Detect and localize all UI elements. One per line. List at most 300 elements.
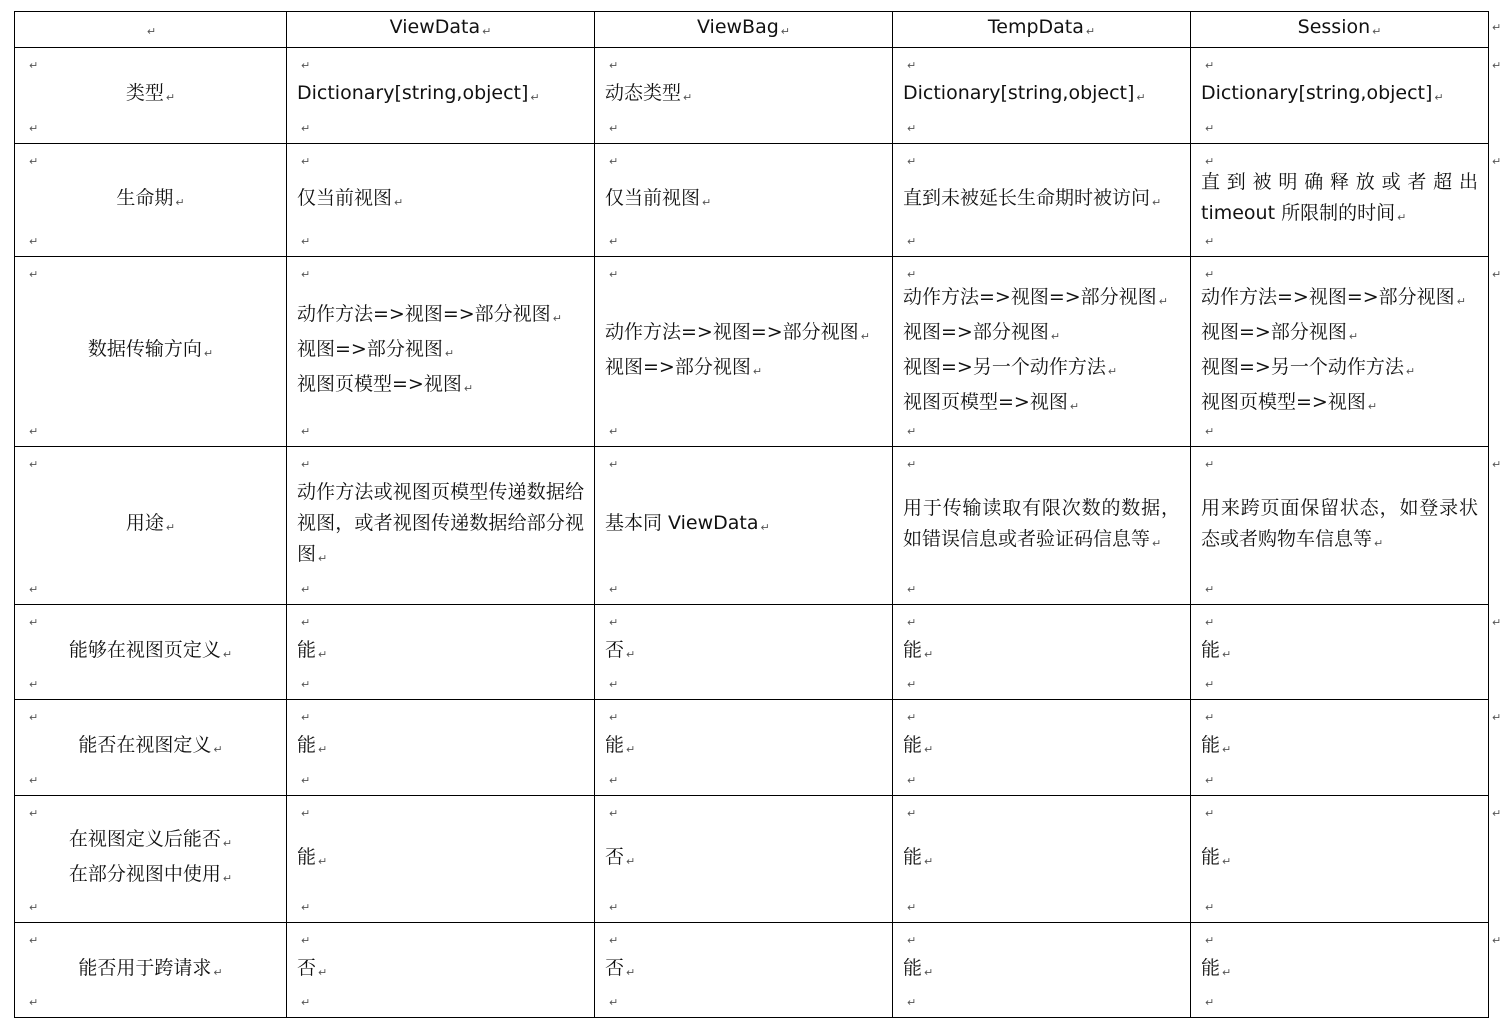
text: 能 (297, 845, 317, 868)
paragraph-mark-icon: ↵ (482, 25, 492, 38)
paragraph-mark-icon: ↵ (29, 901, 39, 914)
paragraph-mark-icon: ↵ (1456, 294, 1466, 308)
row-label-cell (15, 700, 287, 796)
row-label-text (25, 508, 276, 543)
cell-text (903, 352, 1180, 387)
paragraph-mark-icon: ↵ (1222, 743, 1232, 756)
paragraph-mark-icon: ↵ (609, 235, 619, 248)
text: 视图=>部分视图 (297, 338, 443, 360)
cell-text (1201, 282, 1478, 317)
paragraph-mark-icon: ↵ (609, 807, 619, 820)
text: 基本同 ViewData (605, 512, 759, 534)
cell-text (605, 635, 882, 670)
paragraph-mark-icon: ↵ (760, 521, 770, 534)
paragraph-mark-icon: ↵ (907, 774, 917, 787)
paragraph-mark-icon: ↵ (1222, 647, 1232, 661)
paragraph-mark-icon: ↵ (213, 965, 223, 979)
paragraph-mark-icon: ↵ (1205, 901, 1215, 914)
text: 仅当前视图 (605, 186, 701, 209)
table-cell (595, 796, 893, 923)
text: 否 (297, 956, 317, 979)
paragraph-mark-icon: ↵ (444, 347, 455, 360)
text: Dictionary[string,object] (1201, 82, 1433, 104)
cell-text (1201, 635, 1478, 670)
cell-text (297, 369, 584, 404)
row-label-text (25, 635, 276, 670)
row-label-cell (15, 48, 287, 144)
paragraph-mark-icon: ↵ (907, 122, 917, 135)
table-row (15, 257, 1489, 447)
cell-text (297, 635, 584, 670)
header-cell-corner (15, 12, 287, 48)
paragraph-mark-icon: ↵ (1107, 364, 1118, 378)
text: 仅当前视图 (297, 186, 393, 209)
paragraph-mark-icon: ↵ (609, 678, 619, 691)
text: 能 (605, 734, 625, 756)
text: 能 (903, 638, 923, 661)
cell-text (605, 317, 882, 352)
paragraph-mark-icon: ↵ (907, 583, 917, 596)
paragraph-mark-icon: ↵ (924, 965, 934, 979)
cell-text (1201, 730, 1478, 765)
row-label-text (25, 824, 276, 859)
paragraph-mark-icon: ↵ (860, 329, 870, 343)
paragraph-mark-icon: ↵ (907, 711, 917, 724)
text: 视图页模型=>视图 (297, 373, 462, 395)
row-label-cell (15, 923, 287, 1018)
paragraph-mark-icon: ↵ (301, 678, 311, 691)
cell-text (297, 183, 584, 218)
paragraph-mark-icon: ↵ (609, 155, 619, 168)
paragraph-mark-icon: ↵ (463, 382, 474, 395)
text: 视图=>另一个动作方法 (903, 355, 1106, 378)
table-cell (1191, 257, 1489, 447)
paragraph-mark-icon: ↵ (907, 996, 917, 1009)
row-end-mark-icon: ↵ (1492, 154, 1502, 168)
paragraph-mark-icon: ↵ (29, 711, 39, 724)
paragraph-mark-icon: ↵ (907, 458, 917, 471)
paragraph-mark-icon: ↵ (1069, 399, 1080, 413)
cell-text (297, 299, 584, 334)
table-cell (595, 144, 893, 257)
table-cell (595, 48, 893, 144)
cell-text (605, 352, 882, 387)
paragraph-mark-icon: ↵ (29, 678, 39, 691)
text: 直到未被延长生命期时被访问 (903, 186, 1151, 209)
paragraph-mark-icon: ↵ (301, 268, 311, 281)
text: 生命期 (116, 186, 174, 209)
paragraph-mark-icon: ↵ (1205, 268, 1215, 281)
table-cell (595, 605, 893, 700)
row-end-mark-icon: ↵ (1492, 20, 1502, 34)
table-row (15, 796, 1489, 923)
table-row (15, 700, 1489, 796)
cell-text (297, 334, 584, 369)
row-end-mark-icon: ↵ (1492, 457, 1502, 471)
cell-text (1201, 953, 1478, 988)
paragraph-mark-icon: ↵ (1205, 807, 1215, 820)
row-end-mark-icon: ↵ (1492, 933, 1502, 947)
text: 动作方法=>视图=>部分视图 (297, 303, 551, 325)
paragraph-mark-icon: ↵ (301, 425, 311, 438)
text: 能 (1201, 638, 1221, 661)
cell-text (903, 387, 1180, 422)
row-label-cell (15, 257, 287, 447)
row-label-cell (15, 796, 287, 923)
cell-text (903, 635, 1180, 670)
paragraph-mark-icon: ↵ (552, 312, 562, 325)
header-text: Session (1297, 16, 1371, 38)
paragraph-mark-icon: ↵ (301, 807, 311, 820)
text: 能 (903, 956, 923, 979)
paragraph-mark-icon: ↵ (301, 934, 311, 947)
paragraph-mark-icon: ↵ (301, 711, 311, 724)
paragraph-mark-icon: ↵ (29, 235, 39, 248)
paragraph-mark-icon: ↵ (1152, 195, 1162, 209)
text: 在部分视图中使用 (68, 863, 221, 885)
paragraph-mark-icon: ↵ (924, 743, 934, 756)
paragraph-mark-icon: ↵ (29, 458, 39, 471)
header-cell-viewdata (287, 12, 595, 48)
table-cell (595, 447, 893, 605)
paragraph-mark-icon: ↵ (609, 616, 619, 629)
cell-text (903, 317, 1180, 352)
table-cell (893, 700, 1191, 796)
cell-text (605, 78, 882, 113)
paragraph-mark-icon: ↵ (165, 91, 176, 104)
paragraph-mark-icon: ↵ (1205, 934, 1215, 947)
paragraph-mark-icon: ↵ (1374, 536, 1384, 550)
cell-text (903, 953, 1180, 988)
paragraph-mark-icon: ↵ (301, 155, 311, 168)
text: 否 (605, 845, 625, 868)
row-label-text (25, 730, 276, 765)
paragraph-mark-icon: ↵ (29, 934, 39, 947)
text: 动态类型 (605, 82, 682, 104)
paragraph-mark-icon: ↵ (609, 268, 619, 281)
table-cell (1191, 447, 1489, 605)
cell-text (297, 842, 584, 877)
table-cell (893, 923, 1191, 1018)
table-cell (287, 700, 595, 796)
paragraph-mark-icon: ↵ (907, 268, 917, 281)
paragraph-mark-icon: ↵ (609, 996, 619, 1009)
paragraph-mark-icon: ↵ (924, 647, 934, 661)
text: 动作方法=>视图=>部分视图 (903, 285, 1157, 308)
paragraph-mark-icon: ↵ (1205, 583, 1215, 596)
paragraph-mark-icon: ↵ (530, 91, 540, 104)
text: 在视图定义后能否 (68, 828, 221, 850)
paragraph-mark-icon: ↵ (222, 837, 233, 850)
cell-text (1201, 78, 1478, 113)
paragraph-mark-icon: ↵ (1222, 854, 1232, 868)
row-label-cell (15, 605, 287, 700)
table-cell (287, 923, 595, 1018)
table-cell (893, 605, 1191, 700)
paragraph-mark-icon: ↵ (318, 743, 328, 756)
paragraph-mark-icon: ↵ (1085, 25, 1096, 38)
paragraph-mark-icon: ↵ (1367, 399, 1378, 413)
cell-text (903, 282, 1180, 317)
paragraph-mark-icon: ↵ (609, 934, 619, 947)
paragraph-mark-icon: ↵ (1158, 294, 1168, 308)
paragraph-mark-icon: ↵ (301, 774, 311, 787)
table-cell (1191, 700, 1489, 796)
paragraph-mark-icon: ↵ (1050, 329, 1061, 343)
table-row (15, 447, 1489, 605)
row-end-mark-icon: ↵ (1492, 806, 1502, 820)
text: 动作方法=>视图=>部分视图 (605, 320, 859, 343)
cell-text (1201, 387, 1478, 422)
paragraph-mark-icon: ↵ (29, 616, 39, 629)
paragraph-mark-icon: ↵ (318, 552, 328, 565)
table-row (15, 923, 1489, 1018)
paragraph-mark-icon: ↵ (907, 155, 917, 168)
table-cell (1191, 923, 1489, 1018)
paragraph-mark-icon: ↵ (1205, 235, 1215, 248)
paragraph-mark-icon: ↵ (609, 59, 619, 72)
paragraph-mark-icon: ↵ (1205, 425, 1215, 438)
cell-text (605, 508, 882, 543)
header-cell-tempdata (893, 12, 1191, 48)
paragraph-mark-icon: ↵ (907, 807, 917, 820)
cell-text (297, 477, 584, 574)
table-cell (287, 257, 595, 447)
paragraph-mark-icon: ↵ (609, 122, 619, 135)
paragraph-mark-icon: ↵ (907, 59, 917, 72)
paragraph-mark-icon: ↵ (752, 364, 763, 378)
cell-text (297, 78, 584, 113)
paragraph-mark-icon: ↵ (1205, 616, 1215, 629)
header-cell-session (1191, 12, 1489, 48)
table-cell (1191, 144, 1489, 257)
table-cell (893, 144, 1191, 257)
paragraph-mark-icon: ↵ (1222, 965, 1232, 979)
paragraph-mark-icon: ↵ (609, 901, 619, 914)
table-row (15, 144, 1489, 257)
paragraph-mark-icon: ↵ (301, 59, 311, 72)
paragraph-mark-icon: ↵ (301, 996, 311, 1009)
paragraph-mark-icon: ↵ (780, 25, 791, 38)
row-label-cell (15, 144, 287, 257)
table-cell (1191, 48, 1489, 144)
paragraph-mark-icon: ↵ (29, 268, 39, 281)
paragraph-mark-icon: ↵ (907, 425, 917, 438)
table-cell (595, 700, 893, 796)
paragraph-mark-icon: ↵ (683, 91, 693, 104)
cell-text (1201, 317, 1478, 352)
text: 视图页模型=>视图 (1201, 390, 1366, 413)
row-label-text (25, 859, 276, 894)
paragraph-mark-icon: ↵ (1205, 59, 1215, 72)
paragraph-mark-icon: ↵ (301, 901, 311, 914)
paragraph-mark-icon: ↵ (165, 521, 176, 534)
paragraph-mark-icon: ↵ (394, 195, 404, 209)
paragraph-mark-icon: ↵ (318, 647, 328, 661)
cell-text (903, 78, 1180, 113)
text: 否 (605, 638, 625, 661)
cell-text (297, 953, 584, 988)
paragraph-mark-icon: ↵ (29, 122, 39, 135)
paragraph-mark-icon: ↵ (1372, 25, 1382, 38)
header-text: TempData (987, 16, 1084, 38)
paragraph-mark-icon: ↵ (1205, 996, 1215, 1009)
paragraph-mark-icon: ↵ (907, 934, 917, 947)
text: 视图=>部分视图 (903, 320, 1049, 343)
text: 能否在视图定义 (78, 734, 212, 756)
header-cell-viewbag (595, 12, 893, 48)
comparison-table (14, 11, 1489, 1018)
paragraph-mark-icon: ↵ (609, 583, 619, 596)
paragraph-mark-icon: ↵ (213, 743, 223, 756)
text: 能否用于跨请求 (78, 956, 212, 979)
table-cell (287, 48, 595, 144)
header-text: ViewData (389, 16, 481, 38)
paragraph-mark-icon: ↵ (1205, 711, 1215, 724)
table-cell (287, 796, 595, 923)
paragraph-mark-icon: ↵ (609, 711, 619, 724)
paragraph-mark-icon: ↵ (222, 872, 233, 885)
table-cell (595, 257, 893, 447)
cell-text (605, 842, 882, 877)
table-cell (287, 447, 595, 605)
paragraph-mark-icon: ↵ (29, 425, 39, 438)
paragraph-mark-icon: ↵ (626, 854, 636, 868)
paragraph-mark-icon: ↵ (626, 965, 636, 979)
table-cell (893, 48, 1191, 144)
paragraph-mark-icon: ↵ (702, 195, 712, 209)
table-row (15, 605, 1489, 700)
cell-text (605, 730, 882, 765)
row-label-text (25, 334, 276, 369)
text: 能 (1201, 956, 1221, 979)
paragraph-mark-icon: ↵ (609, 458, 619, 471)
row-end-mark-icon: ↵ (1492, 267, 1502, 281)
text: 能 (297, 734, 317, 756)
paragraph-mark-icon: ↵ (924, 854, 934, 868)
paragraph-mark-icon: ↵ (301, 235, 311, 248)
text: 视图页模型=>视图 (903, 390, 1068, 413)
cell-text (1201, 167, 1478, 233)
row-label-text (25, 953, 276, 988)
table-cell (893, 447, 1191, 605)
table-cell (287, 605, 595, 700)
row-label-text (25, 183, 276, 218)
text: 能 (297, 638, 317, 661)
cell-text (1201, 352, 1478, 387)
paragraph-mark-icon: ↵ (29, 155, 39, 168)
row-end-mark-icon: ↵ (1492, 710, 1502, 724)
paragraph-mark-icon: ↵ (609, 425, 619, 438)
text: 能 (903, 845, 923, 868)
paragraph-mark-icon: ↵ (626, 647, 636, 661)
table-cell (1191, 796, 1489, 923)
text: 能够在视图页定义 (68, 638, 221, 661)
cell-text (605, 953, 882, 988)
cell-text (1201, 493, 1478, 559)
header-row (15, 12, 1489, 48)
paragraph-mark-icon: ↵ (1205, 155, 1215, 168)
paragraph-mark-icon: ↵ (1405, 364, 1416, 378)
paragraph-mark-icon: ↵ (29, 807, 39, 820)
paragraph-mark-icon: ↵ (1205, 458, 1215, 471)
table-cell (287, 144, 595, 257)
text: 视图=>部分视图 (605, 355, 751, 378)
paragraph-mark-icon: ↵ (1136, 91, 1146, 104)
text: 否 (605, 956, 625, 979)
paragraph-mark-icon: ↵ (29, 996, 39, 1009)
paragraph-mark-icon: ↵ (1205, 678, 1215, 691)
paragraph-mark-icon: ↵ (301, 122, 311, 135)
text: 视图=>另一个动作方法 (1201, 355, 1404, 378)
cell-text (903, 730, 1180, 765)
text: Dictionary[string,object] (297, 82, 529, 104)
table-cell (595, 923, 893, 1018)
text: 能 (903, 734, 923, 756)
table-cell (893, 257, 1191, 447)
paragraph-mark-icon: ↵ (1205, 774, 1215, 787)
text: 用途 (125, 512, 164, 534)
paragraph-mark-icon: ↵ (1205, 122, 1215, 135)
paragraph-mark-icon: ↵ (1434, 91, 1444, 104)
row-label-text (25, 78, 276, 113)
paragraph-mark-icon: ↵ (626, 743, 636, 756)
cell-text (605, 183, 882, 218)
paragraph-mark-icon: ↵ (301, 616, 311, 629)
cell-text (297, 730, 584, 765)
paragraph-mark-icon: ↵ (907, 901, 917, 914)
paragraph-mark-icon: ↵ (222, 647, 233, 661)
text: Dictionary[string,object] (903, 82, 1135, 104)
text: 能 (1201, 845, 1221, 868)
text: 能 (1201, 734, 1221, 756)
paragraph-mark-icon: ↵ (1348, 329, 1359, 343)
text: 直到被明确释放或者超出timeout 所限制的时间 (1201, 171, 1478, 224)
text: 视图=>部分视图 (1201, 320, 1347, 343)
paragraph-mark-icon: ↵ (907, 616, 917, 629)
text: 用于传输读取有限次数的数据，如错误信息或者验证码信息等 (903, 496, 1180, 550)
row-label-cell (15, 447, 287, 605)
table-cell (1191, 605, 1489, 700)
text: 动作方法=>视图=>部分视图 (1201, 285, 1455, 308)
text: 数据传输方向 (87, 338, 202, 360)
paragraph-mark-icon: ↵ (301, 583, 311, 596)
paragraph-mark-icon: ↵ (318, 854, 328, 868)
paragraph-mark-icon: ↵ (29, 583, 39, 596)
paragraph-mark-icon: ↵ (29, 59, 39, 72)
header-text: ViewBag (696, 16, 779, 38)
text: 动作方法或视图页模型传递数据给视图，或者视图传递数据给部分视图 (297, 481, 584, 565)
paragraph-mark-icon: ↵ (146, 25, 157, 38)
paragraph-mark-icon: ↵ (609, 774, 619, 787)
table-cell (893, 796, 1191, 923)
paragraph-mark-icon: ↵ (29, 774, 39, 787)
cell-text (1201, 842, 1478, 877)
row-end-mark-icon: ↵ (1492, 58, 1502, 72)
text: 类型 (125, 82, 164, 104)
paragraph-mark-icon: ↵ (203, 347, 214, 360)
cell-text (903, 183, 1180, 218)
paragraph-mark-icon: ↵ (301, 458, 311, 471)
cell-text (903, 842, 1180, 877)
cell-text (903, 493, 1180, 559)
paragraph-mark-icon: ↵ (175, 195, 185, 209)
text: 用来跨页面保留状态，如登录状态或者购物车信息等 (1201, 496, 1478, 550)
paragraph-mark-icon: ↵ (1152, 536, 1162, 550)
paragraph-mark-icon: ↵ (318, 965, 328, 979)
row-end-mark-icon: ↵ (1492, 615, 1502, 629)
paragraph-mark-icon: ↵ (907, 678, 917, 691)
